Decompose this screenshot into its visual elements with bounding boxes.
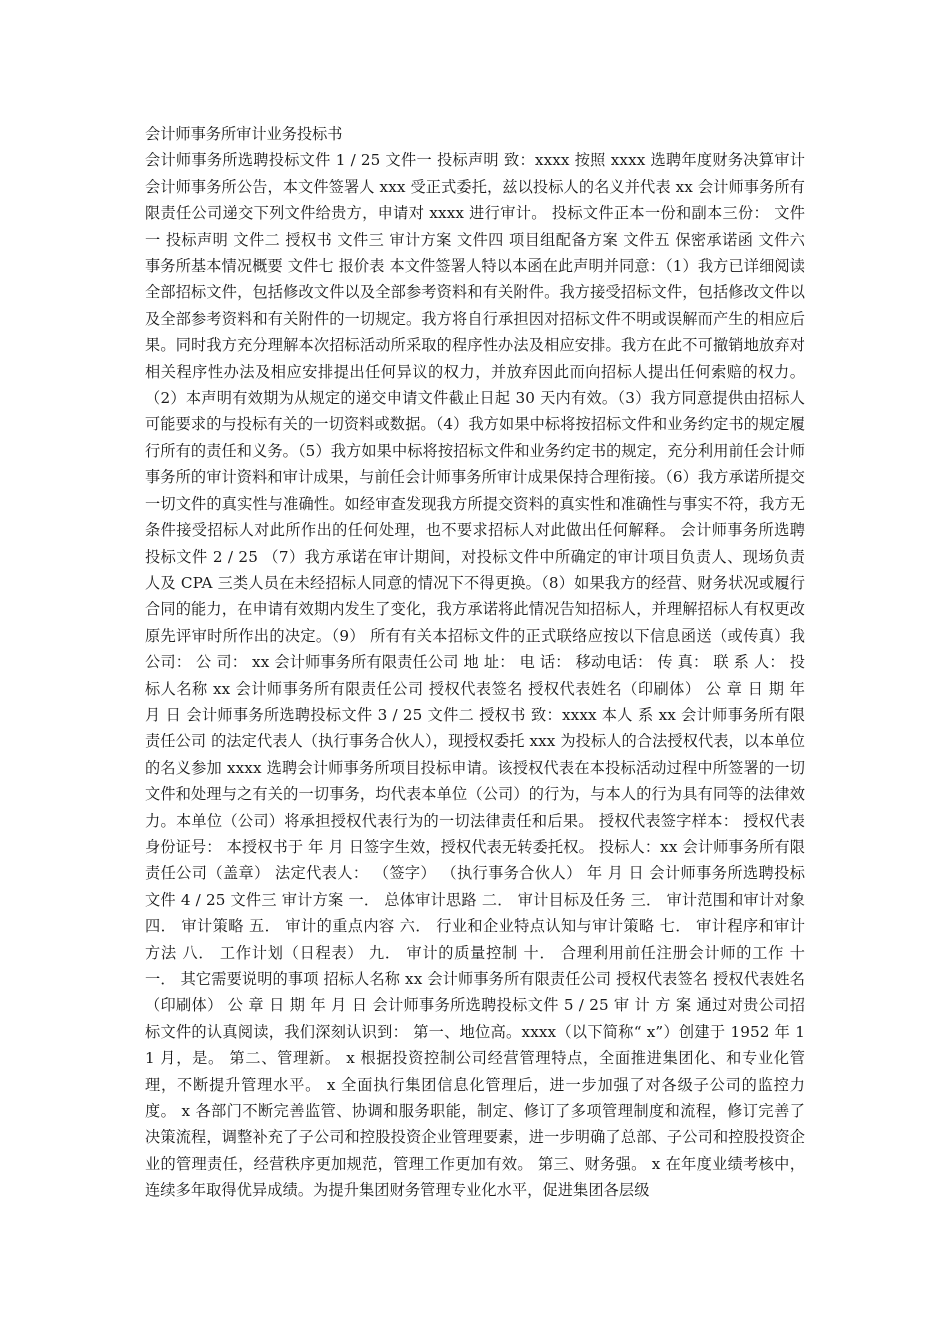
document-body-text: 会计师事务所选聘投标文件 1 / 25 文件一 投标声明 致：xxxx 按照 xxxx 选聘年度财务决算审计会计师事务所公告，本文件签署人 xxx 受正式委托，兹以投标人的名义并代表 xx 会计师事务所有限责任公司递交下列文件给贵方，申请对 xxxx 进行审计。 投标文件正本一份和副本三份： 文件一 投标声明 文件二 授权书 文件三 审计方案 文件四 项目组配备方案 文件五 保密承诺函 文件六 事务所基本情况概要 文件七 报价表 本文件签署人特以本函在此声明并同意：（1）我方已详细阅读全部招标文件，包括修改文件以及全部参考资料和有关附件。我方接受招标文件，包括修改文件以及全部参考资料和有关附件的一切规定。我方将自行承担因对招标文件不明或误解而产生的相应后果。同时我方充分理解本次招标活动所采取的程序性办法及相应安排。我方在此不可撤销地放弃对相关程序性办法及相应安排提出任何异议的权力，并放弃因此而向招标人提出任何索赔的权力。（2）本声明有效期为从规定的递交申请文件截止日起 30 天内有效。（3）我方同意提供由招标人可能要求的与投标有关的一切资料或数据。（4）我方如果中标将按招标文件和业务约定书的规定履行所有的责任和义务。（5）我方如果中标将按招标文件和业务约定书的规定，充分利用前任会计师事务所的审计资料和审计成果，与前任会计师事务所审计成果保持合理衔接。（6）我方承诺所提交一切文件的真实性与准确性。如经审查发现我方所提交资料的真实性和准确性与事实不符，我方无条件接受招标人对此所作出的任何处理，也不要求招标人对此做出任何解释。 会计师事务所选聘投标文件 2 / 25 （7）我方承诺在审计期间，对投标文件中所确定的审计项目负责人、现场负责人及 CPA 三类人员在未经招标人同意的情况下不得更换。（8）如果我方的经营、财务状况或履行合同的能力，在申请有效期内发生了变化，我方承诺将此情况告知招标人，并理解招标人有权更改原先评审时所作出的决定。（9） 所有有关本招标文件的正式联络应按以下信息函送（或传真）我公司： 公 司： xx 会计师事务所有限责任公司 地 址： 电 话： 移动电话： 传 真： 联 系 人： 投标人名称 xx 会计师事务所有限责任公司 授权代表签名 授权代表姓名（印刷体） 公 章 日 期 年 月 日 会计师事务所选聘投标文件 3 / 25 文件二 授权书 致：xxxx 本人 系 xx 会计师事务所有限责任公司 的法定代表人（执行事务合伙人），现授权委托 xxx 为投标人的合法授权代表，以本单位的名义参加 xxxx 选聘会计师事务所项目投标申请。该授权代表在本投标活动过程中所签署的一切文件和处理与之有关的一切事务，均代表本单位（公司）的行为，与本人的行为具有同等的法律效力。本单位（公司）将承担授权代表行为的一切法律责任和后果。 授权代表签字样本： 授权代表身份证号： 本授权书于 年 月 日签字生效，授权代表无转委托权。 投标人：xx 会计师事务所有限责任公司（盖章） 法定代表人： （签字） （执行事务合伙人） 年 月 日 会计师事务所选聘投标文件 4 / 25 文件三 审计方案 一． 总体审计思路 二． 审计目标及任务 三． 审计范围和审计对象 四． 审计策略 五． 审计的重点内容 六． 行业和企业特点认知与审计策略 七． 审计程序和审计方法 八． 工作计划（日程表） 九． 审计的质量控制 十． 合理利用前任注册会计师的工作 十一． 其它需要说明的事项 招标人名称 xx 会计师事务所有限责任公司 授权代表签名 授权代表姓名（印刷体） 公 章 日 期 年 月 日 会计师事务所选聘投标文件 5 / 25 审 计 方 案 通过对贵公司招标文件的认真阅读，我们深刻认识到： 第一、地位高。xxxx（以下简称“ x”）创建于 1952 年 11 月，是。 第二、管理新。 x 根据投资控制公司经营管理特点，全面推进集团化、和专业化管理，不断提升管理水平。 x 全面执行集团信息化管理后，进一步加强了对各级子公司的监控力度。 x 各部门不断完善监管、协调和服务职能，制定、修订了多项管理制度和流程，修订完善了决策流程，调整补充了子公司和控股投资企业管理要素，进一步明确了总部、子公司和控股投资企业的管理责任，经营秩序更加规范，管理工作更加有效。 第三、财务强。 x 在年度业绩考核中，连续多年取得优异成绩。为提升集团财务管理专业化水平，促进集团各层级 [145, 151, 805, 1200]
document-title: 会计师事务所审计业务投标书 [145, 125, 343, 143]
document-page [145, 121, 805, 1204]
